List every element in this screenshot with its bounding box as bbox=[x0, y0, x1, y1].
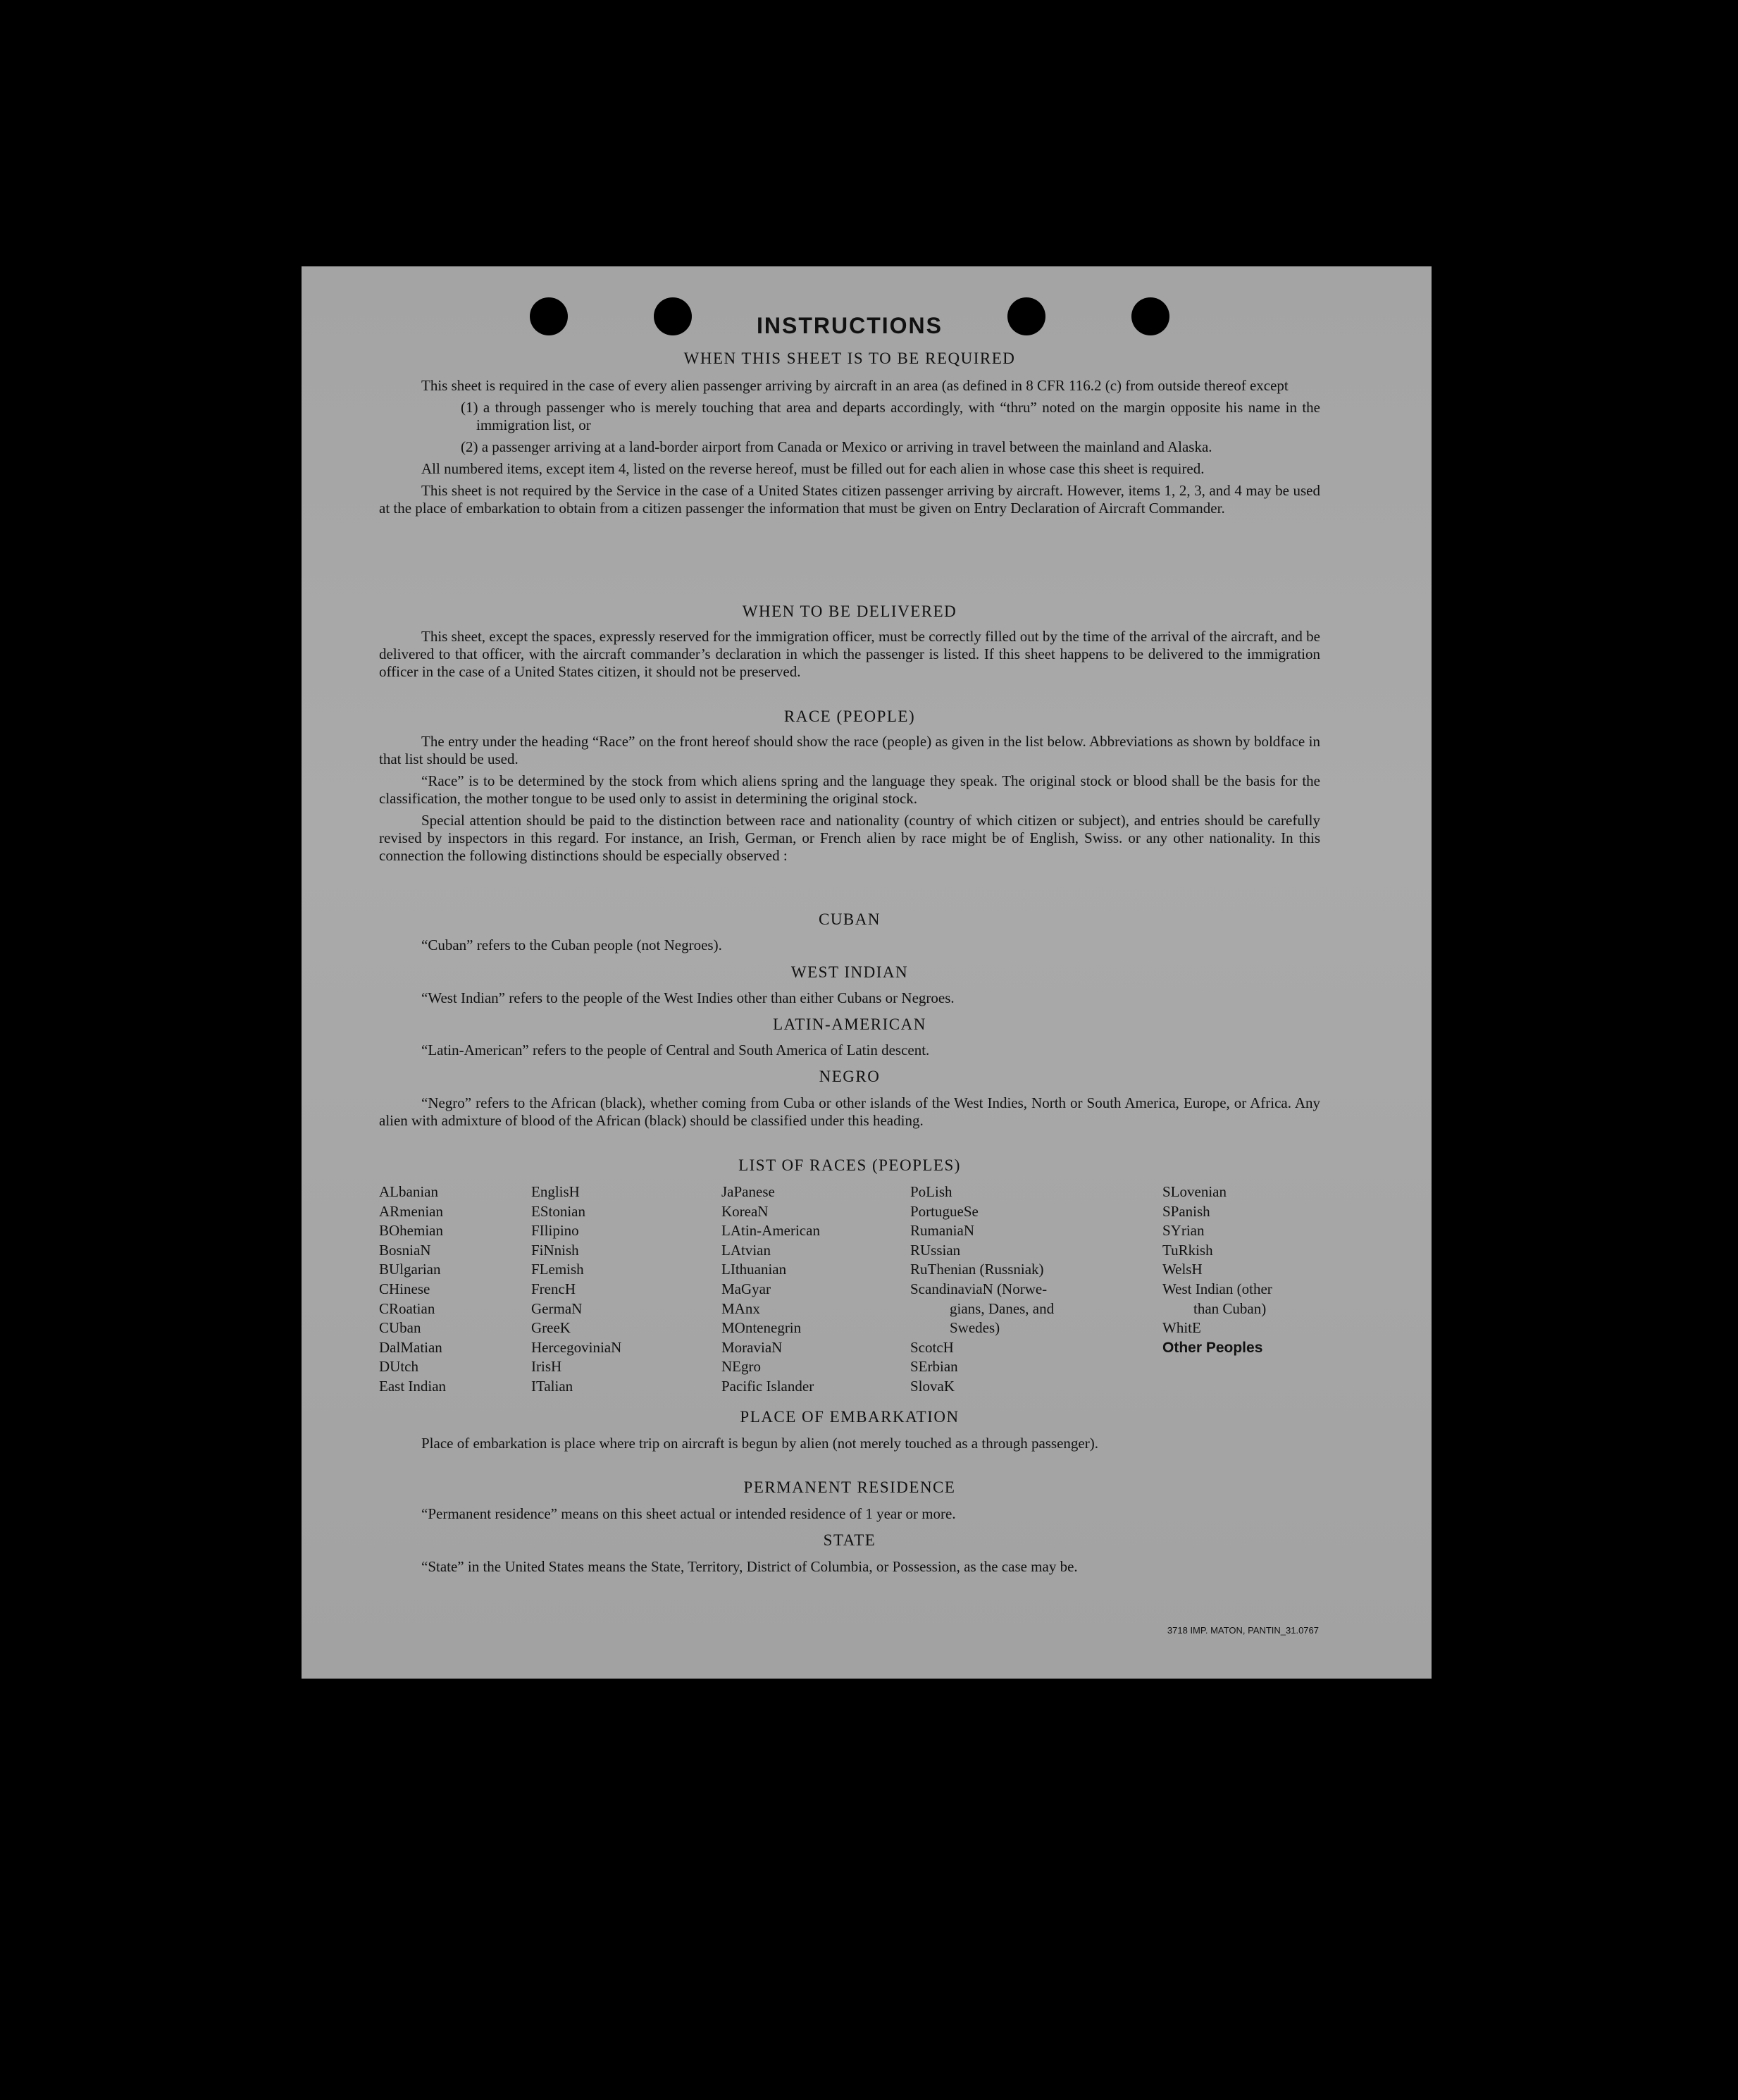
section-cuban bbox=[379, 937, 1320, 954]
race-item: GermaN bbox=[531, 1299, 583, 1317]
race-item: PoLish bbox=[910, 1183, 952, 1200]
race-item: ScotcH bbox=[910, 1338, 954, 1356]
section-residence bbox=[379, 1505, 1320, 1523]
race-item: EnglisH bbox=[531, 1183, 580, 1200]
race-item: TuRkish bbox=[1162, 1241, 1213, 1259]
race-determined: “Race” is to be determined by the stock from which aliens spring and the language they speak. The original stock or blood shall be the basis for the classification, the mother tongue to be used only to assist in determining the original stock. bbox=[379, 772, 1320, 807]
race-item: West Indian (other bbox=[1162, 1280, 1272, 1297]
race-item: SlovaK bbox=[910, 1377, 955, 1395]
section-west-indian bbox=[379, 989, 1320, 1007]
races-column-1 bbox=[379, 1182, 446, 1397]
race-item: RUssian bbox=[910, 1241, 961, 1259]
section-state bbox=[379, 1558, 1320, 1576]
race-item: ITalian bbox=[531, 1377, 573, 1395]
cuban-text: “Cuban” refers to the Cuban people (not Negroes). bbox=[421, 937, 722, 953]
req-item-1: (1) a through passenger who is merely touching that area and departs accordingly, with “thru” noted on the margin opposite his name in the immigration list, or bbox=[461, 399, 1320, 433]
heading-west-indian: WEST INDIAN bbox=[790, 963, 909, 981]
heading-race: RACE (PEOPLE) bbox=[783, 708, 916, 725]
negro-text: “Negro” refers to the African (black), whether coming from Cuba or other islands of the West Indies, North or South America, Europe, or Africa. Any alien with admixture of blood of the African (black) should be classified under this heading. bbox=[379, 1094, 1320, 1129]
race-item: EStonian bbox=[531, 1202, 585, 1220]
race-item: DUtch bbox=[379, 1358, 418, 1376]
section-when-delivered bbox=[379, 628, 1320, 681]
req-intro: This sheet is required in the case of every alien passenger arriving by aircraft in an area (as defined in 8 CFR 116.2 (c) from outside thereof except bbox=[421, 377, 1289, 394]
heading-list-of-races: LIST OF RACES (PEOPLES) bbox=[738, 1156, 961, 1174]
section-race bbox=[379, 733, 1320, 865]
race-item: KoreaN bbox=[721, 1202, 769, 1220]
section-latin-american bbox=[379, 1042, 1320, 1059]
race-item: LAtvian bbox=[721, 1241, 771, 1259]
race-item: Swedes) bbox=[950, 1319, 1000, 1337]
race-item: MOntenegrin bbox=[721, 1319, 802, 1337]
race-item: ALbanian bbox=[379, 1183, 438, 1200]
req-numbered: All numbered items, except item 4, listed on the reverse hereof, must be filled out for each alien in whose case this sheet is required. bbox=[421, 460, 1205, 477]
races-column-4 bbox=[910, 1182, 1054, 1397]
races-column-2 bbox=[531, 1182, 621, 1397]
race-item: FrencH bbox=[531, 1280, 576, 1297]
race-item: LIthuanian bbox=[721, 1261, 787, 1278]
embarkation-text: Place of embarkation is place where trip on aircraft is begun by alien (not merely touched as a through passenger). bbox=[421, 1435, 1098, 1452]
heading-latin-american: LATIN-AMERICAN bbox=[773, 1015, 926, 1033]
heading-cuban: CUBAN bbox=[818, 910, 881, 928]
race-item: HercegoviniaN bbox=[531, 1338, 622, 1356]
race-item: FIlipino bbox=[531, 1222, 579, 1240]
residence-text: “Permanent residence” means on this sheet actual or intended residence of 1 year or more. bbox=[421, 1505, 956, 1522]
heading-permanent-residence: PERMANENT RESIDENCE bbox=[743, 1478, 956, 1496]
req-citizen: This sheet is not required by the Service in the case of a United States citizen passenger arriving by aircraft. However, items 1, 2, 3, and 4 may be used at the place of embarkation to obtain from a citizen passenger the information that must be given on Entry Declaration of Aircraft Commander. bbox=[379, 482, 1320, 517]
race-item: MAnx bbox=[721, 1299, 760, 1317]
race-item: IrisH bbox=[531, 1358, 562, 1376]
section-when-required bbox=[379, 377, 1320, 517]
race-item: FLemish bbox=[531, 1261, 584, 1278]
heading-place-of-embarkation: PLACE OF EMBARKATION bbox=[740, 1408, 960, 1426]
section-embarkation bbox=[379, 1435, 1320, 1452]
race-item: FiNnish bbox=[531, 1241, 579, 1259]
races-column-3 bbox=[721, 1182, 820, 1397]
latin-american-text: “Latin-American” refers to the people of Central and South America of Latin descent. bbox=[421, 1042, 930, 1058]
race-item: MoraviaN bbox=[721, 1338, 783, 1356]
race-item: SPanish bbox=[1162, 1202, 1210, 1220]
race-item: GreeK bbox=[531, 1319, 571, 1337]
race-special: Special attention should be paid to the distinction between race and nationality (country of which citizen or subject), and entries should be carefully revised by inspectors in this regard. For instance, an Irish, German, or French alien by race might be of English, Swiss. or any other nationality. In this connection the following distinctions should be especially observed : bbox=[379, 812, 1320, 864]
heading-negro: NEGRO bbox=[819, 1068, 881, 1085]
heading-state: STATE bbox=[823, 1531, 876, 1549]
west-indian-text: “West Indian” refers to the people of the West Indies other than either Cubans or Negroes. bbox=[421, 989, 955, 1006]
race-item: CUban bbox=[379, 1319, 421, 1337]
races-column-5 bbox=[1162, 1182, 1272, 1357]
race-item: BUlgarian bbox=[379, 1261, 441, 1278]
race-item: than Cuban) bbox=[1193, 1299, 1267, 1317]
race-item: MaGyar bbox=[721, 1280, 771, 1297]
page-title: INSTRUCTIONS bbox=[757, 313, 943, 338]
race-item: Pacific Islander bbox=[721, 1377, 814, 1395]
printer-imprint: 3718 IMP. MATON, PANTIN_31.0767 bbox=[1167, 1625, 1319, 1636]
race-item: RuThenian (Russniak) bbox=[910, 1261, 1044, 1278]
race-item: BOhemian bbox=[379, 1222, 443, 1240]
race-item: JaPanese bbox=[721, 1183, 775, 1200]
race-item: RumaniaN bbox=[910, 1222, 974, 1240]
race-item: ARmenian bbox=[379, 1202, 443, 1220]
race-item: LAtin-American bbox=[721, 1222, 820, 1240]
race-entry: The entry under the heading “Race” on the front hereof should show the race (people) as given in the list below. Abbreviations as shown by boldface in that list should be used. bbox=[379, 733, 1320, 767]
race-item: CRoatian bbox=[379, 1299, 435, 1317]
race-item: PortugueSe bbox=[910, 1202, 979, 1220]
race-item: SYrian bbox=[1162, 1222, 1205, 1240]
delivered-text: This sheet, except the spaces, expressly reserved for the immigration officer, must be correctly filled out by the time of the arrival of the aircraft, and be delivered to that officer, with the aircraft commander’s declaration in which the passenger is listed. If this sheet happens to be delivered to the immigration officer in the case of a United States citizen, it should not be preserved. bbox=[379, 628, 1320, 680]
race-item: Other Peoples bbox=[1162, 1339, 1263, 1356]
race-item: NEgro bbox=[721, 1358, 761, 1376]
race-item: WhitE bbox=[1162, 1319, 1201, 1337]
section-negro bbox=[379, 1094, 1320, 1130]
instruction-sheet bbox=[302, 266, 1432, 1679]
race-item: East Indian bbox=[379, 1377, 447, 1395]
race-item: ScandinaviaN (Norwe- bbox=[910, 1280, 1048, 1297]
race-item: CHinese bbox=[379, 1280, 430, 1297]
heading-when-required: WHEN THIS SHEET IS TO BE REQUIRED bbox=[683, 350, 1016, 367]
req-item-2: (2) a passenger arriving at a land-border airport from Canada or Mexico or arriving in travel between the mainland and Alaska. bbox=[461, 438, 1212, 455]
state-text: “State” in the United States means the State, Territory, District of Columbia, or Possession, as the case may be. bbox=[421, 1558, 1078, 1575]
race-item: SErbian bbox=[910, 1358, 958, 1376]
race-item: BosniaN bbox=[379, 1241, 431, 1259]
race-item: WelsH bbox=[1162, 1261, 1203, 1278]
race-item: SLovenian bbox=[1162, 1183, 1227, 1200]
race-item: gians, Danes, and bbox=[950, 1299, 1055, 1317]
race-item: DalMatian bbox=[379, 1338, 442, 1356]
heading-when-delivered: WHEN TO BE DELIVERED bbox=[742, 603, 957, 620]
